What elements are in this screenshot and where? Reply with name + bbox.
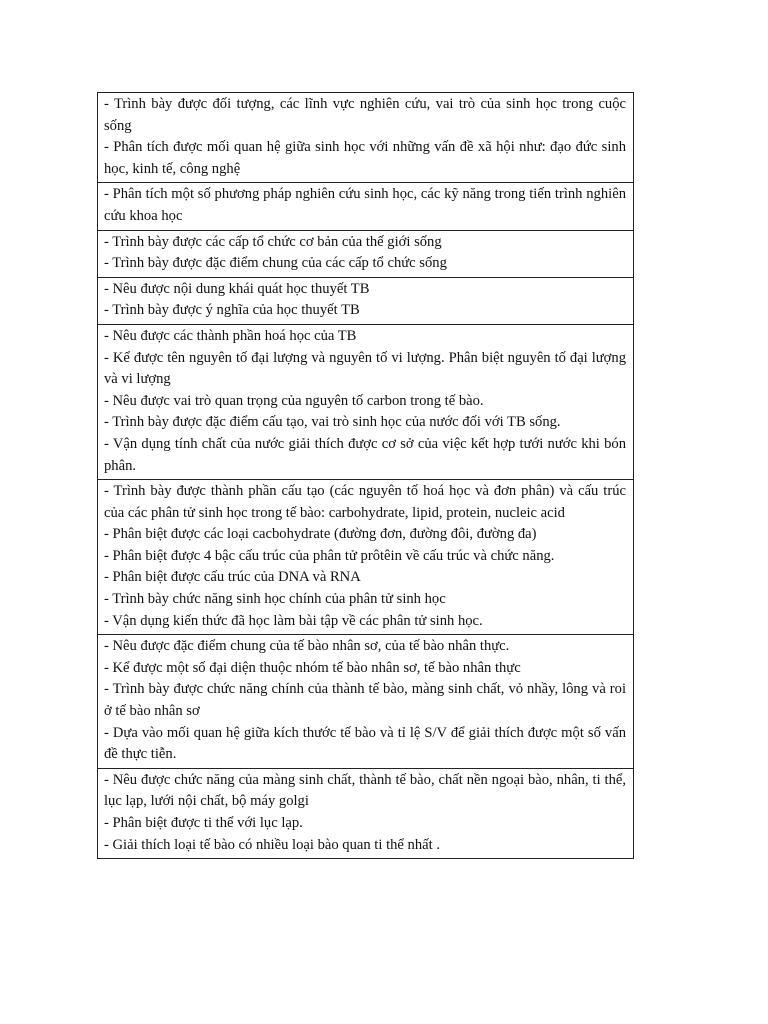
objective-line: - Trình bày được các cấp tổ chức cơ bản của thế giới sống <box>104 233 442 250</box>
objective-line: - Phân biệt được các loại cacbohydrate (đường đơn, đường đôi, đường đa) <box>104 526 537 543</box>
objective-line: - Nêu được nội dung khái quát học thuyết TB <box>104 280 370 297</box>
objective-line: - Trình bày được ý nghĩa của học thuyết TB <box>104 302 360 319</box>
objective-line: - Kể được tên nguyên tố đại lượng và nguyên tố vi lượng. Phân biệt nguyên tố đại lượng và vi lượng <box>104 349 626 388</box>
objective-line: - Kể được một số đại diện thuộc nhóm tế bào nhân sơ, tế bào nhân thực <box>104 659 521 676</box>
objective-line: - Nêu được đặc điểm chung của tế bào nhân sơ, của tế bào nhân thực. <box>104 638 510 655</box>
objective-line: - Trình bày chức năng sinh học chính của phân tử sinh học <box>104 591 446 608</box>
objective-line: - Trình bày được đối tượng, các lĩnh vực nghiên cứu, vai trò của sinh học trong cuộc sống <box>104 96 626 134</box>
objective-line: - Phân biệt được ti thể với lục lạp. <box>104 815 303 831</box>
table-cell <box>98 768 634 858</box>
table-cell <box>98 230 634 277</box>
objective-line: - Vận dụng kiến thức đã học làm bài tập về các phân tử sinh học. <box>104 612 483 629</box>
objectives-table <box>97 92 634 859</box>
objective-line: - Trình bày được thành phần cấu tạo (các nguyên tố hoá học và đơn phân) và cấu trúc của các phân tử sinh học trong tế bào: carbohydrate, lipid, protein, nucleic acid <box>104 483 626 521</box>
table-row <box>98 183 634 230</box>
objective-line: - Trình bày được đặc điểm cấu tạo, vai trò sinh học của nước đối với TB sống. <box>104 414 561 431</box>
objective-line: - Phân tích được mối quan hệ giữa sinh học với những vấn đề xã hội như: đạo đức sinh học, kinh tế, công nghệ <box>104 139 626 177</box>
table-row <box>98 635 634 769</box>
objective-line: - Nêu được chức năng của màng sinh chất, thành tế bào, chất nền ngoại bào, nhân, ti thể, lục lạp, lưới nội chất, bộ máy golgi <box>104 771 626 810</box>
table-cell <box>98 93 634 183</box>
objective-line: - Trình bày được đặc điểm chung của các cấp tổ chức sống <box>104 255 447 272</box>
table-row <box>98 277 634 324</box>
table-row <box>98 768 634 858</box>
table-cell <box>98 324 634 479</box>
table-cell <box>98 480 634 635</box>
table-row <box>98 93 634 183</box>
objective-line: - Phân biệt được cấu trúc của DNA và RNA <box>104 569 361 586</box>
table-row <box>98 480 634 635</box>
objective-line: - Giải thích loại tế bào có nhiều loại bào quan ti thể nhất . <box>104 836 440 853</box>
table-cell <box>98 635 634 769</box>
objective-line: - Trình bày được chức năng chính của thành tế bào, màng sinh chất, vỏ nhầy, lông và roi ở tế bào nhân sơ <box>104 681 626 720</box>
objectives-table-body <box>98 93 634 859</box>
objective-line: - Phân biệt được 4 bậc cấu trúc của phân tử prôtêin về cấu trúc và chức năng. <box>104 547 555 564</box>
table-cell <box>98 183 634 230</box>
objective-line: - Phân tích một số phương pháp nghiên cứu sinh học, các kỹ năng trong tiến trình nghiên cứu khoa học <box>104 186 626 224</box>
table-row <box>98 230 634 277</box>
objective-line: - Dựa vào mối quan hệ giữa kích thước tế bào và tỉ lệ S/V để giải thích được một số vấn đề thực tiễn. <box>104 724 626 763</box>
objective-line: - Nêu được vai trò quan trọng của nguyên tố carbon trong tế bào. <box>104 392 484 409</box>
objective-line: - Vận dụng tính chất của nước giải thích được cơ sở của việc kết hợp tưới nước khi bón phân. <box>104 435 626 474</box>
table-row <box>98 324 634 479</box>
table-cell <box>98 277 634 324</box>
objective-line: - Nêu được các thành phần hoá học của TB <box>104 327 357 344</box>
